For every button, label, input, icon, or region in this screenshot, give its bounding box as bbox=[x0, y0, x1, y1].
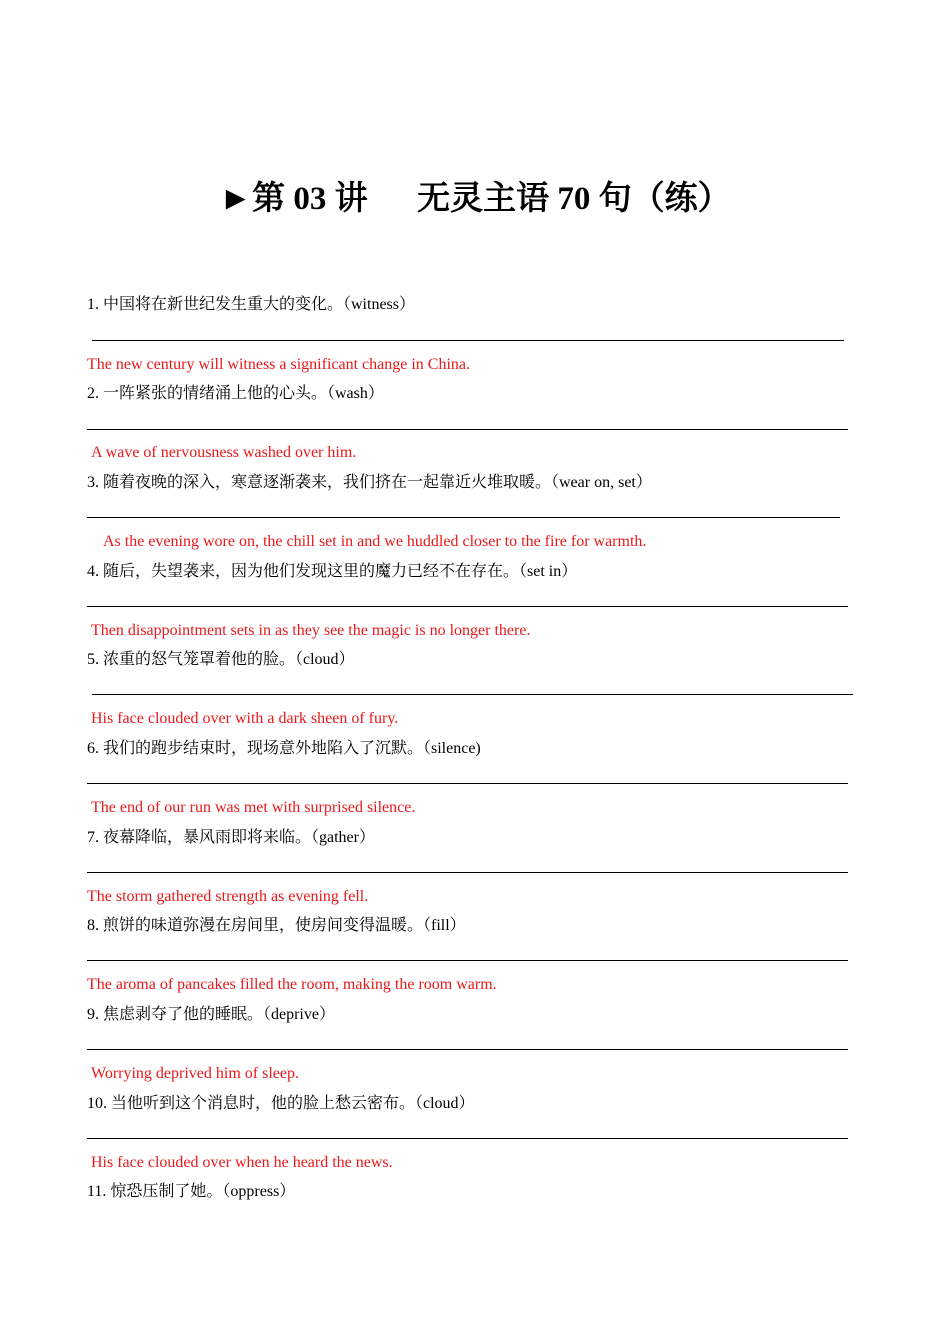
answer-1: The new century will witness a significant change in China. bbox=[87, 356, 471, 373]
page-title: ►第 03 讲 无灵主语 70 句（练） bbox=[219, 181, 731, 217]
answer-line-4[interactable] bbox=[87, 606, 848, 607]
answer-9: Worrying deprived him of sleep. bbox=[91, 1065, 299, 1082]
answer-6: The end of our run was met with surprised silence. bbox=[91, 799, 416, 816]
answer-line-3[interactable] bbox=[87, 517, 840, 518]
answer-line-7[interactable] bbox=[87, 872, 848, 873]
answer-line-9[interactable] bbox=[87, 1049, 848, 1050]
answer-7: The storm gathered strength as evening fell. bbox=[87, 888, 369, 905]
question-9: 9. 焦虑剥夺了他的睡眠。（deprive） bbox=[87, 1006, 335, 1023]
answer-2: A wave of nervousness washed over him. bbox=[91, 444, 357, 461]
question-8: 8. 煎饼的味道弥漫在房间里，使房间变得温暖。（fill） bbox=[87, 917, 466, 934]
question-2: 2. 一阵紧张的情绪涌上他的心头。（wash） bbox=[87, 385, 384, 402]
answer-4: Then disappointment sets in as they see the magic is no longer there. bbox=[91, 622, 531, 639]
answer-line-8[interactable] bbox=[87, 960, 848, 961]
answer-line-1[interactable] bbox=[92, 340, 844, 341]
question-7: 7. 夜幕降临，暴风雨即将来临。（gather） bbox=[87, 829, 375, 846]
question-6: 6. 我们的跑步结束时，现场意外地陷入了沉默。（silence) bbox=[87, 740, 481, 757]
question-5: 5. 浓重的怒气笼罩着他的脸。（cloud） bbox=[87, 651, 355, 668]
answer-8: The aroma of pancakes filled the room, making the room warm. bbox=[87, 976, 497, 993]
answer-line-10[interactable] bbox=[87, 1138, 848, 1139]
answer-line-6[interactable] bbox=[87, 783, 848, 784]
answer-line-2[interactable] bbox=[87, 429, 848, 430]
question-1: 1. 中国将在新世纪发生重大的变化。（witness） bbox=[87, 296, 416, 313]
answer-3: As the evening wore on, the chill set in and we huddled closer to the fire for warmth. bbox=[103, 533, 647, 550]
question-4: 4. 随后，失望袭来，因为他们发现这里的魔力已经不在存在。（set in） bbox=[87, 563, 578, 580]
question-11: 11. 惊恐压制了她。（oppress） bbox=[87, 1183, 296, 1200]
answer-10: His face clouded over when he heard the news. bbox=[91, 1154, 393, 1171]
question-10: 10. 当他听到这个消息时，他的脸上愁云密布。（cloud） bbox=[87, 1095, 475, 1112]
answer-5: His face clouded over with a dark sheen of fury. bbox=[91, 710, 399, 727]
answer-line-5[interactable] bbox=[92, 694, 853, 695]
question-3: 3. 随着夜晚的深入，寒意逐渐袭来，我们挤在一起靠近火堆取暖。（wear on, set） bbox=[87, 474, 652, 491]
